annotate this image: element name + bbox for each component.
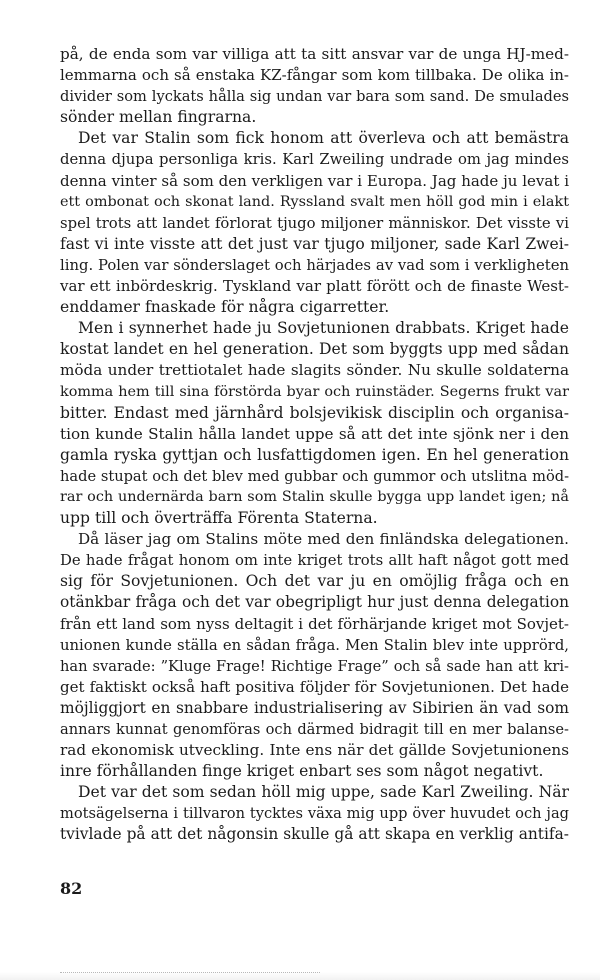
text-line: komma hem till sina förstörda byar och ruinstäder. Segerns frukt var xyxy=(60,383,569,400)
text-line: ling. Polen var sönderslaget och härjades av vad som i verkligheten xyxy=(60,256,569,274)
text-line: möda under trettiotalet hade slagits sönder. Nu skulle soldaterna xyxy=(60,361,569,380)
text-line: Då läser jag om Stalins möte med den finländska delegationen. xyxy=(78,530,569,549)
text-line: fast vi inte visste att det just var tjugo miljoner, sade Karl Zwei- xyxy=(60,234,569,253)
text-line: inre förhållanden finge kriget enbart ses som något negativt. xyxy=(60,762,544,781)
text-line: kostat landet en hel generation. Det som byggts upp med sådan xyxy=(60,340,569,359)
scan-bottom-edge xyxy=(0,972,600,980)
paragraph xyxy=(60,782,569,845)
text-line: tion kunde Stalin hålla landet uppe så att det inte sjönk ner i den xyxy=(60,424,569,443)
text-line: get faktiskt också haft positiva följder för Sovjetunionen. Det hade xyxy=(60,677,569,696)
text-line: hade stupat och det blev med gubbar och gummor och utslitna möd- xyxy=(60,467,569,485)
text-line: rad ekonomisk utveckling. Inte ens när det gällde Sovjetunionens xyxy=(60,741,569,760)
paragraph xyxy=(60,44,569,128)
book-page-text xyxy=(60,44,569,846)
text-line: Det var det som sedan höll mig uppe, sade Karl Zweiling. När xyxy=(78,783,569,802)
text-line: lemmarna och så enstaka KZ-fångar som kom tillbaka. De olika in- xyxy=(60,66,569,85)
text-line: bitter. Endast med järnhård bolsjevikisk disciplin och organisa- xyxy=(60,403,569,422)
text-line: divider som lyckats hålla sig undan var bara som sand. De smulades xyxy=(60,88,569,106)
text-line: rar och undernärda barn som Stalin skulle bygga upp landet igen; nå xyxy=(60,488,569,505)
text-line: tvivlade på att det någonsin skulle gå att skapa en verklig antifa- xyxy=(60,825,569,844)
text-line: upp till och överträffa Förenta Staterna. xyxy=(60,509,378,528)
text-line: gamla ryska gyttjan och lusfattigdomen igen. En hel generation xyxy=(60,445,569,464)
text-line: unionen kunde ställa en sådan fråga. Men Stalin blev inte upprörd, xyxy=(60,636,569,654)
text-line: på, de enda som var villiga att ta sitt ansvar var de unga HJ-med- xyxy=(60,45,569,63)
paragraph xyxy=(60,128,569,318)
scan-bottom-rule xyxy=(60,972,320,973)
text-line: annars kunnat genomföras och därmed bidragit till en mer balanse- xyxy=(60,721,569,738)
page-number: 82 xyxy=(60,879,83,898)
paragraph xyxy=(60,529,569,782)
text-line: enddamer fnaskade för några cigarretter. xyxy=(60,298,390,317)
text-line: möjliggjort en snabbare industrialisering av Sibirien än vad som xyxy=(60,698,569,717)
text-line: otänkbar fråga och det var obegripligt hur just denna delegation xyxy=(60,593,569,612)
text-line: sönder mellan fingrarna. xyxy=(60,108,257,127)
text-line: motsägelserna i tillvaron tycktes växa mig upp över huvudet och jag xyxy=(60,805,569,823)
text-line: spel trots att landet förlorat tjugo miljoner människor. Det visste vi xyxy=(60,214,569,232)
text-line: Det var Stalin som fick honom att överleva och att bemästra xyxy=(78,129,569,148)
text-line: denna vinter så som den verkligen var i Europa. Jag hade ju levat i xyxy=(60,171,569,190)
text-line: från ett land som nyss deltagit i det förhärjande kriget mot Sovjet- xyxy=(60,614,569,633)
text-line: ett ombonat och skonat land. Ryssland svalt men höll god min i elakt xyxy=(60,193,569,210)
text-line: De hade frågat honom om inte kriget trots allt haft något gott med xyxy=(60,552,569,570)
text-line: han svarade: ”Kluge Frage! Richtige Frage” och så sade han att kri- xyxy=(60,657,569,675)
text-line: sig för Sovjetunionen. Och det var ju en omöjlig fråga och en xyxy=(60,572,569,591)
text-line: denna djupa personliga kris. Karl Zweiling undrade om jag mindes xyxy=(60,151,569,169)
text-line: var ett inbördeskrig. Tyskland var platt förött och de finaste West- xyxy=(60,277,569,296)
text-line: Men i synnerhet hade ju Sovjetunionen drabbats. Kriget hade xyxy=(78,319,569,338)
paragraph xyxy=(60,318,569,529)
